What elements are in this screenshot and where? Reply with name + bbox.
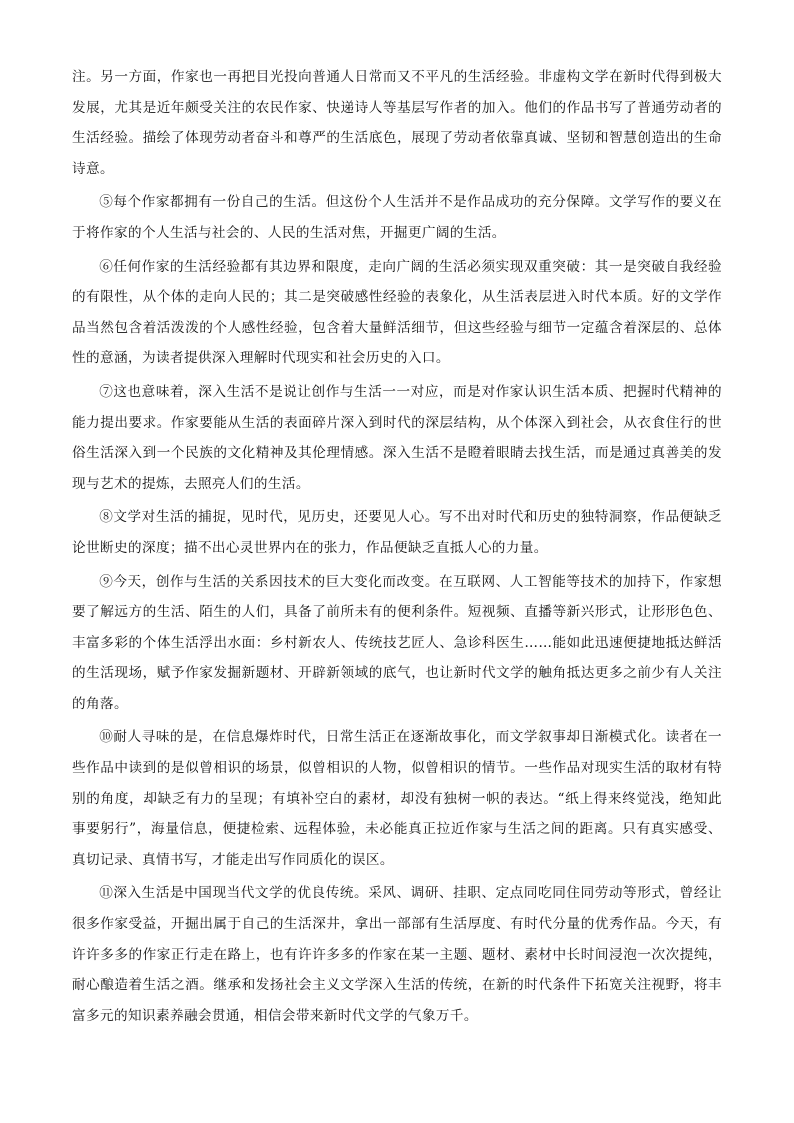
document-page (72, 62, 722, 1034)
paragraph-8: ⑧文学对生活的捕捉，见时代，见历史，还要见人心。写不出对时代和历史的独特洞察，作品便缺乏论世断史的深度；描不出心灵世界内在的张力，作品便缺乏直抵人心的力量。 (72, 509, 722, 556)
paragraph-10: ⑩耐人寻味的是，在信息爆炸时代，日常生活正在逐渐故事化，而文学叙事却日渐模式化。读者在一些作品中读到的是似曾相识的场景，似曾相识的人物，似曾相识的情节。一些作品对现实生活的取材有特别的角度，却缺乏有力的呈现；有填补空白的素材，却没有独树一帜的表达。“纸上得来终觉浅，绝知此事要躬行”，海量信息，便捷检索、远程体验，未必能真正拉近作家与生活之间的距离。只有真实感受、真切记录、真情书写，才能走出写作同质化的误区。 (72, 729, 722, 868)
paragraph-9: ⑨今天，创作与生活的关系因技术的巨大变化而改变。在互联网、人工智能等技术的加持下，作家想要了解远方的生活、陌生的人们，具备了前所未有的便利条件。短视频、直播等新兴形式，让形形色色、丰富多彩的个体生活浮出水面：乡村新农人、传统技艺匠人、急诊科医生……能如此迅速便捷地抵达鲜活的生活现场，赋予作家发掘新题材、开辟新领域的底气，也让新时代文学的触角抵达更多之前少有人关注的角落。 (72, 573, 722, 712)
paragraph-continuation: 注。另一方面，作家也一再把目光投向普通人日常而又不平凡的生活经验。非虚构文学在新时代得到极大发展，尤其是近年颇受关注的农民作家、快递诗人等基层写作者的加入。他们的作品书写了普通劳动者的生活经验。描绘了体现劳动者奋斗和尊严的生活底色，展现了劳动者依靠真诚、坚韧和智慧创造出的生命诗意。 (72, 69, 722, 177)
paragraph-7: ⑦这也意味着，深入生活不是说让创作与生活一一对应，而是对作家认识生活本质、把握时代精神的能力提出要求。作家要能从生活的表面碎片深入到时代的深层结构，从个体深入到社会，从衣食住行的世俗生活深入到一个民族的文化精神及其伦理情感。深入生活不是瞪着眼睛去找生活，而是通过真善美的发现与艺术的提炼，去照亮人们的生活。 (72, 383, 722, 492)
paragraph-5: ⑤每个作家都拥有一份自己的生活。但这份个人生活并不是作品成功的充分保障。文学写作的要义在于将作家的个人生活与社会的、人民的生活对焦，开掘更广阔的生活。 (72, 194, 722, 241)
paragraph-6: ⑥任何作家的生活经验都有其边界和限度，走向广阔的生活必须实现双重突破：其一是突破自我经验的有限性，从个体的走向人民的；其二是突破感性经验的表象化，从生活表层进入时代本质。好的文学作品当然包含着活泼泼的个人感性经验，包含着大量鲜活细节，但这些经验与细节一定蕴含着深层的、总体性的意涵，为读者提供深入理解时代现实和社会历史的入口。 (72, 258, 722, 367)
paragraph-11: ⑪深入生活是中国现当代文学的优良传统。采风、调研、挂职、定点同吃同住同劳动等形式，曾经让很多作家受益，开掘出属于自己的生活深井，拿出一部部有生活厚度、有时代分量的优秀作品。今天，有许许多多的作家正行走在路上，也有许许多多的作家在某一主题、题材、素材中长时间浸泡一次次提纯，耐心酿造着生活之酒。继承和发扬社会主义文学深入生活的传统，在新的时代条件下拓宽关注视野，将丰富多元的知识素养融会贯通，相信会带来新时代文学的气象万千。 (72, 885, 722, 1024)
